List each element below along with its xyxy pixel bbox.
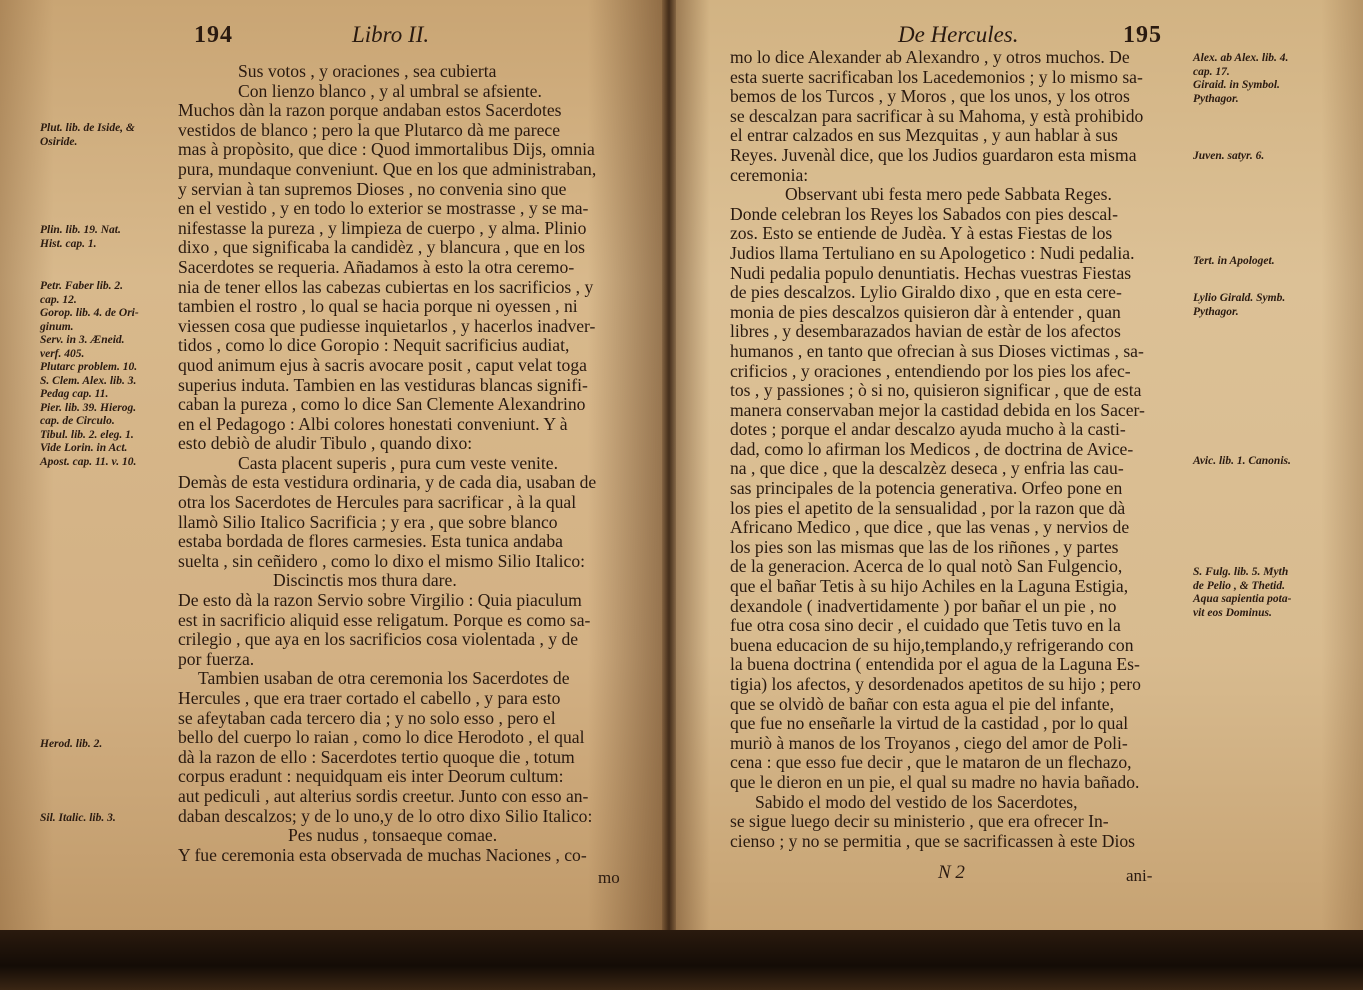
text-line: se sigue luego decir su ministerio , que era ofrecer In- bbox=[730, 811, 1109, 832]
text-line: dexandole ( inadvertidamente ) por bañar el un pie , no bbox=[730, 595, 1117, 616]
text-line: bello del cuerpo lo raian , como lo dice Herodoto , el qual bbox=[178, 727, 585, 748]
text-line: nia de tener ellos las cabezas cubiertas en los sacrificios , y bbox=[178, 276, 594, 297]
text-line: caban la pureza , como lo dice San Clemente Alexandrino bbox=[178, 394, 586, 415]
text-line: mo lo dice Alexander ab Alexandro , y otros muchos. De bbox=[730, 47, 1130, 67]
text-line: Judios llama Tertuliano en su Apologetico : Nudi pedalia. bbox=[730, 242, 1135, 263]
text-line: que el bañar Tetis à su hijo Achiles en la Laguna Estigia, bbox=[730, 576, 1129, 597]
text-line: na , que dice , que la descalzèz deseca , y enfria las cau- bbox=[730, 458, 1124, 479]
text-line: Demàs de esta vestidura ordinaria, y de cada dia, usaban de bbox=[178, 472, 597, 493]
text-line: dad, como lo afirman los Medicos , de doctrina de Avice- bbox=[730, 438, 1134, 459]
text-line: ceremonia: bbox=[730, 164, 809, 185]
text-line: Reyes. Juvenàl dice, que los Judios guardaron esta misma bbox=[730, 144, 1137, 165]
right-page bbox=[668, 0, 1363, 935]
margin-note: Petr. Faber lib. 2. cap. 12. Gorop. lib. 4. de Ori- ginum. Serv. in 3. Æneid. verf. 405. Plutarc problem. 10. S. Clem. Alex. lib. 3. Pedag cap. 11. Pier. lib. 39. Hierog. cap. de Circulo. Tibul. lib. 2. eleg. 1. Vide Lorin. in Act. Apost. cap. 11. v. 10. bbox=[40, 280, 139, 468]
text-line: monia de pies descalzos quisieron dàr à entender , quan bbox=[730, 301, 1121, 322]
text-line: nifestasse la pureza , y limpieza de cuerpo , y alma. Plinio bbox=[178, 217, 587, 238]
text-line: tambien el rostro , lo qual se hacia porque ni oyessen , ni bbox=[178, 296, 578, 317]
text-line: tidos , como lo dice Goropio : Nequit sacrificius audiat, bbox=[178, 335, 570, 356]
text-line: Hercules , que era traer cortado el cabello , y para esto bbox=[178, 688, 561, 708]
text-line: superius induta. Tambien en las vestiduras blancas signifi- bbox=[178, 374, 588, 395]
text-line: y servian à tan supremos Dioses , no convenia sino que bbox=[178, 178, 567, 199]
text-line: Nudi pedalia populo denuntiatis. Hechas vuestras Fiestas bbox=[730, 262, 1132, 283]
text-line: se descalzan para sacrificar à su Mahoma, y està prohibido bbox=[730, 105, 1144, 126]
text-line: se afeytaban cada tercero dia ; y no solo esso , pero el bbox=[178, 707, 556, 728]
text-line: Casta placent superis , pura cum veste venite. bbox=[238, 452, 559, 473]
text-line: tigia) los afectos, y desordenados apetitos de su hijo ; pero bbox=[730, 674, 1141, 694]
text-line: humanos , en tanto que ofrecian à sus Dioses victimas , sa- bbox=[730, 340, 1144, 361]
text-line: los pies el apetito de la sensualidad , por la razon que dà bbox=[730, 497, 1126, 518]
text-line: buena educacion de su hijo,templando,y refrigerando con bbox=[730, 634, 1134, 655]
catchword: ani- bbox=[1126, 866, 1153, 885]
text-line: Observant ubi festa mero pede Sabbata Reges. bbox=[785, 184, 1112, 205]
margin-note: S. Fulg. lib. 5. Myth de Pelio , & Thetid. Aqua sapientia pota- vit eos Dominus. bbox=[1193, 566, 1292, 619]
margin-note: Lylio Girald. Symb. Pythagor. bbox=[1193, 292, 1286, 318]
margin-note: Plut. lib. de Iside, & Osiride. bbox=[40, 122, 135, 148]
margin-note: Alex. ab Alex. lib. 4. cap. 17. Giraid. in Symbol. Pythagor. bbox=[1193, 52, 1289, 105]
margin-notes bbox=[1193, 0, 1353, 930]
running-head: De Hercules. bbox=[898, 22, 1019, 47]
text-line: dixo , que significaba la candidèz , y blancura , que en los bbox=[178, 237, 585, 258]
text-line: suelta , sin ceñidero , como lo dixo el mismo Silio Italico: bbox=[178, 550, 586, 571]
margin-note: Tert. in Apologet. bbox=[1193, 255, 1275, 267]
text-line: viessen cosa que pudiesse inquietarlos , y hacerlos inadver- bbox=[178, 315, 596, 336]
text-line: Sabido el modo del vestido de los Sacerdotes, bbox=[755, 791, 1078, 812]
text-line: de pies descalzos. Lylio Giraldo dixo , que en esta cere- bbox=[730, 282, 1122, 303]
text-line: tos , y passiones ; ò si no, quisieron significar , que de esta bbox=[730, 380, 1142, 401]
left-page bbox=[0, 0, 668, 935]
text-line: dà la razon de ello : Sacerdotes tertio quoque die , totum bbox=[178, 746, 575, 767]
text-line: zos. Esto se entiende de Judèa. Y à estas Fiestas de los bbox=[730, 223, 1113, 244]
text-line: De esto dà la razon Servio sobre Virgilio : Quia piaculum bbox=[178, 590, 582, 611]
text-line: dotes ; porque el andar descalzo ayuda mucho à la casti- bbox=[730, 419, 1126, 440]
text-line: Y fue ceremonia esta observada de muchas Naciones , co- bbox=[178, 844, 587, 865]
text-line: crilegio , que aya en los sacrificios cosa violentada , y de bbox=[178, 629, 579, 650]
signature-mark: N 2 bbox=[938, 862, 965, 883]
page-number: 195 bbox=[1123, 22, 1162, 48]
text-line: Donde celebran los Reyes los Sabados con pies descal- bbox=[730, 203, 1118, 224]
text-line: el entrar calzados en sus Mezquitas , y aun hablar à sus bbox=[730, 125, 1118, 146]
text-line: libres , y desembarazados havian de estàr de los afectos bbox=[730, 321, 1121, 342]
text-line: manera conservaban mejor la castidad debida en los Sacer- bbox=[730, 399, 1145, 420]
text-line: estaba bordada de flores carmesies. Esta tunica andaba bbox=[178, 531, 563, 552]
text-line: Discinctis mos thura dare. bbox=[273, 570, 457, 591]
margin-note: Herod. lib. 2. bbox=[40, 738, 103, 750]
text-line: Pes nudus , tonsaeque comae. bbox=[288, 825, 498, 846]
text-line: Muchos dàn la razon porque andaban estos Sacerdotes bbox=[178, 100, 562, 121]
text-line: esto debiò de aludir Tibulo , quando dixo: bbox=[178, 433, 473, 454]
text-line: quod animum ejus à sacris avocare posit , caput velat toga bbox=[178, 354, 587, 375]
text-line: Con lienzo blanco , y al umbral se afsiente. bbox=[238, 80, 542, 101]
text-line: que se olvidò de bañar con esta agua el pie del infante, bbox=[730, 693, 1114, 714]
catchword: mo bbox=[598, 868, 620, 887]
text-line: corpus eradunt : nequidquam eis inter Deorum cultum: bbox=[178, 766, 564, 787]
text-line: de la generacion. Acerca de lo qual notò San Fulgencio, bbox=[730, 556, 1123, 577]
text-line: la buena doctrina ( entendida por el agua de la Laguna Es- bbox=[730, 654, 1140, 675]
text-line: Tambien usaban de otra ceremonia los Sacerdotes de bbox=[198, 668, 570, 689]
text-line: daban descalzos; y de lo uno,y de lo otro dixo Silio Italico: bbox=[178, 805, 593, 826]
text-line: por fuerza. bbox=[178, 648, 255, 669]
text-line: cena : que esso fue decir , que le mataron de un flechazo, bbox=[730, 752, 1132, 773]
text-line: Sus votos , y oraciones , sea cubierta bbox=[238, 61, 497, 81]
text-line: los pies son las mismas que las de los riñones , y partes bbox=[730, 536, 1119, 557]
text-line: bemos de los Turcos , y Moros , que los unos, y los otros bbox=[730, 86, 1130, 107]
running-head: Libro II. bbox=[352, 22, 430, 47]
gutter bbox=[662, 0, 676, 935]
text-line: sas principales de la potencia generativa. Orfeo pone en bbox=[730, 478, 1123, 499]
text-line: en el Pedagogo : Albi colores honestati conveniunt. Y à bbox=[178, 413, 568, 434]
book-edge bbox=[0, 930, 1363, 990]
margin-note: Juven. satyr. 6. bbox=[1193, 150, 1265, 162]
margin-note: Avic. lib. 1. Canonis. bbox=[1193, 455, 1291, 467]
margin-note: Plin. lib. 19. Nat. Hist. cap. 1. bbox=[40, 224, 121, 250]
page-number: 194 bbox=[194, 22, 233, 48]
text-line: que fue no enseñarle la virtud de la castidad , por lo qual bbox=[730, 713, 1129, 734]
text-line: esta suerte sacrificaban los Lacedemonios ; y lo mismo sa- bbox=[730, 66, 1143, 87]
margin-note: Sil. Italic. lib. 3. bbox=[40, 812, 116, 824]
body-text bbox=[178, 62, 634, 865]
body-text bbox=[730, 48, 1178, 851]
text-line: llamò Silio Italico Sacrificia ; y era , que sobre blanco bbox=[178, 511, 558, 532]
text-line: Sacerdotes se requeria. Añadamos à esto la otra ceremo- bbox=[178, 256, 575, 277]
text-line: fue otra cosa sino decir , el cuidado que Tetis tuvo en la bbox=[730, 615, 1121, 636]
text-line: est in sacrificio aliquid esse religatum. Porque es como sa- bbox=[178, 609, 591, 630]
text-line: cienso ; y no se permitia , que se sacrificassen à este Dios bbox=[730, 830, 1136, 851]
text-line: que le dieron en un pie, el qual su madre no havia bañado. bbox=[730, 771, 1140, 792]
text-line: crificios , y oraciones , entendiendo por los pies los afec- bbox=[730, 360, 1131, 381]
text-line: mas à propòsito, que dice : Quod immortalibus Dijs, omnia bbox=[178, 139, 595, 160]
text-line: Africano Medico , que dice , que las venas , y nervios de bbox=[730, 517, 1130, 538]
text-line: aut pediculi , aut alterius sordis creetur. Junto con esso an- bbox=[178, 785, 589, 806]
text-line: pura, mundaque conveniunt. Que en los que administraban, bbox=[178, 158, 597, 179]
text-line: otra los Sacerdotes de Hercules para sacrificar , à la qual bbox=[178, 492, 577, 513]
text-line: vestidos de blanco ; pero la que Plutarco dà me parece bbox=[178, 119, 561, 140]
text-line: muriò à manos de los Troyanos , ciego del amor de Poli- bbox=[730, 732, 1128, 753]
text-line: en el vestido , y en todo lo exterior se mostrasse , y se ma- bbox=[178, 198, 589, 219]
margin-notes bbox=[40, 0, 175, 930]
